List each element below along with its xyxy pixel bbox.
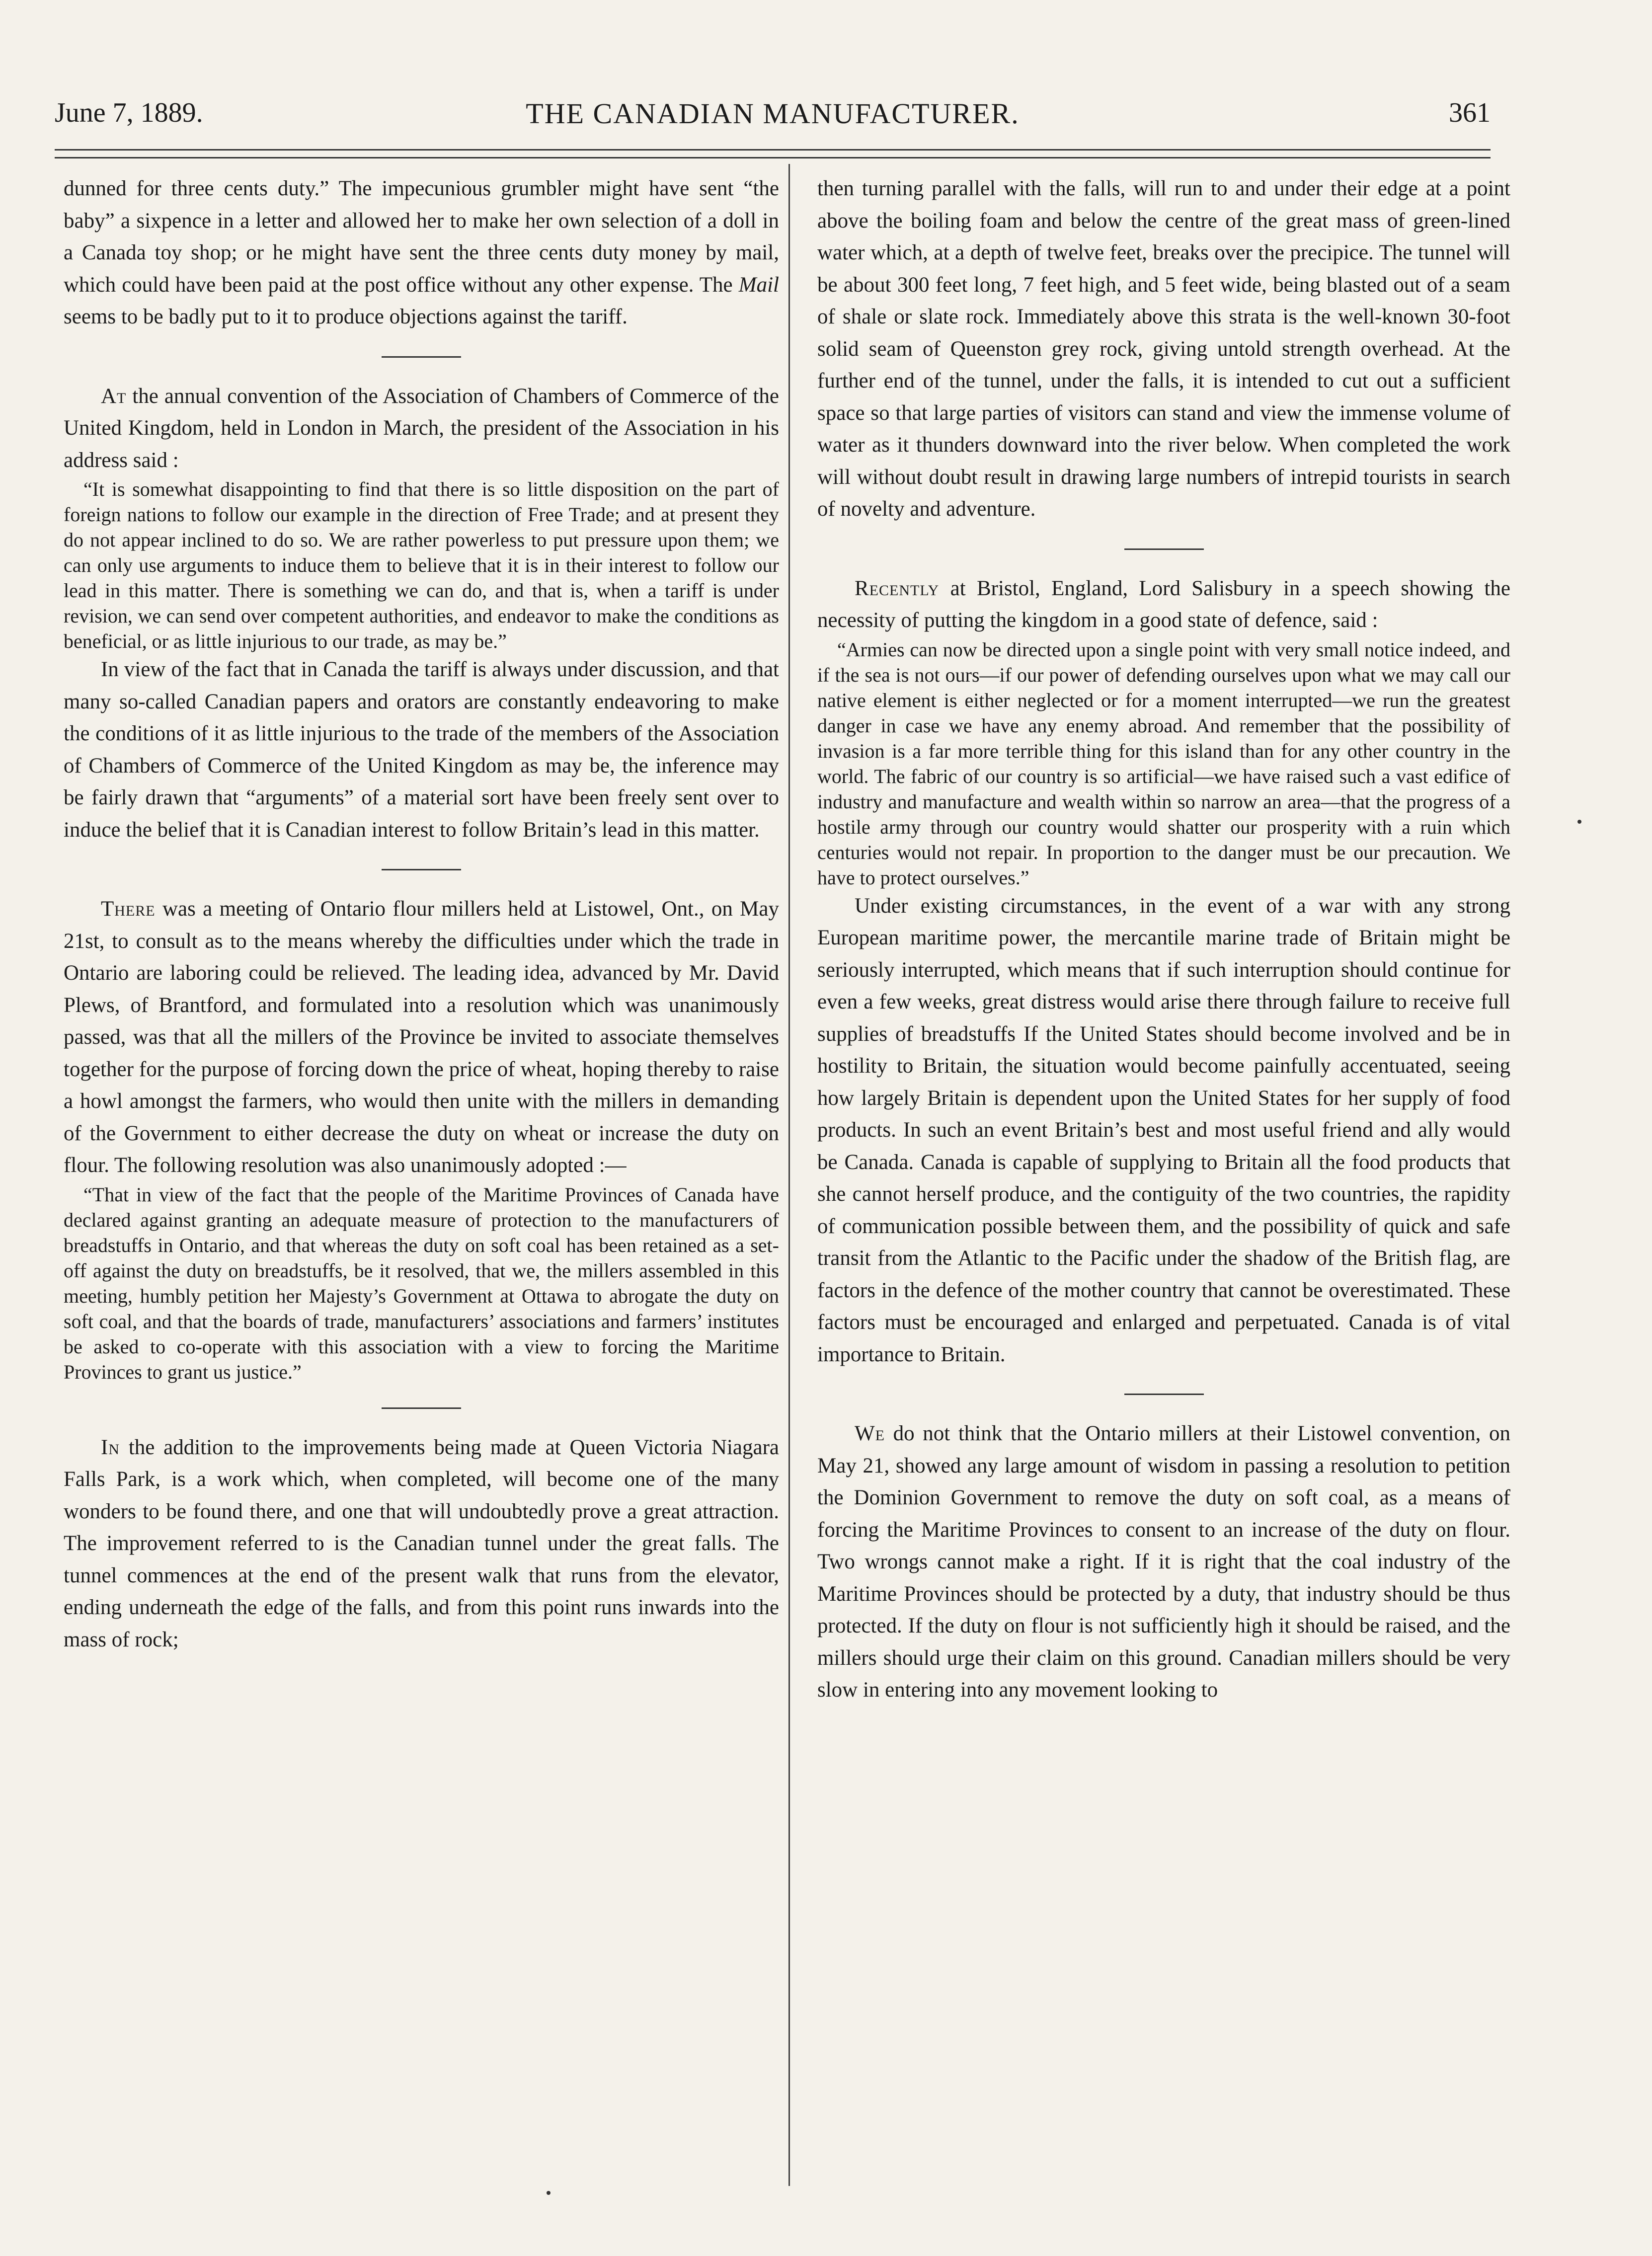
article-separator (1124, 548, 1204, 550)
print-speck (547, 2191, 551, 2195)
article-paragraph (817, 573, 1510, 637)
paragraph-text: seems to be badly put to it to produce objections against the tariff. (64, 305, 628, 328)
block-quote: “It is somewhat disappointing to find that there is so little disposition on the part of foreign nations to follow our example in the direction of Free Trade; and at present they do not appear inclined to do so. We are rather powerless to put pressure upon them; we can only use arguments to induce them to believe that it is in their interest to follow our lead in this matter. There is something we can do, and that is, when a tariff is under revision, we can send over competent authorities, and endeavor to make the conditions as beneficial, or as little injurious to our trade, as may be.” (64, 478, 779, 652)
article-lead-word: There (101, 897, 156, 921)
paragraph-text: at Bristol, England, Lord Salisbury in a speech showing the necessity of putting the kingdom in a good state of defence, said : (817, 576, 1510, 632)
right-column (817, 173, 1510, 1707)
page-number: 361 (1449, 97, 1491, 128)
paragraph-text: dunned for three cents duty.” The impecunious grumbler might have sent “the baby” a sixpence in a letter and allowed her to make her own selection of a doll in a Canada toy shop; or he might have sent the three cents duty money by mail, which could have been paid at the post office without any other expense. The (64, 177, 779, 297)
paragraph-text: the addition to the improvements being made at Queen Victoria Niagara Falls Park, is a work which, when completed, will become one of the many wonders to be found there, and one that will undoubtedly prove a great attraction. The improvement referred to is the Canadian tunnel under the great falls. The tunnel commences at the end of the present walk that runs from the elevator, ending underneath the edge of the falls, and from this point runs inwards into the mass of rock; (64, 1435, 779, 1651)
article-lead-word: Recently (855, 576, 940, 600)
paragraph-text: the annual convention of the Association of Chambers of Commerce of the United Kingdom, held in London in March, the president of the Association in his address said : (64, 384, 780, 472)
left-column (64, 173, 779, 1656)
article-paragraph: then turning parallel with the falls, will run to and under their edge at a point above the boiling foam and below the centre of the great mass of green-lined water which, at a depth of twelve feet, breaks over the precipice. The tunnel will be about 300 feet long, 7 feet high, and 5 feet wide, being blasted out of a seam of shale or slate rock. Immediately above this strata is the well-known 30-foot solid seam of Queenston grey rock, giving untold strength overhead. At the further end of the tunnel, under the falls, it is intended to cut out a sufficient space so that large parties of visitors can stand and view the immense volume of water as it thunders downward into the river below. When completed the work will without doubt result in drawing large numbers of intrepid tourists in search of novelty and adventure. (817, 177, 1510, 521)
article-paragraph (64, 173, 779, 333)
column-divider (788, 164, 790, 2186)
paragraph-text: was a meeting of Ontario flour millers held at Listowel, Ont., on May 21st, to consult as to the means whereby the difficulties under which the trade in Ontario are laboring could be relieved. The leading idea, advanced by Mr. David Plews, of Brantford, and formulated into a resolution which was unanimously passed, was that all the millers of the Province be invited to associate themselves together for the purpose of forcing down the price of wheat, hoping thereby to raise a howl amongst the farmers, who would then unite with the millers in demanding of the Government to either decrease the duty on wheat or increase the duty on flour. The following resolution was also unanimously adopted :— (64, 897, 780, 1177)
block-quote: “That in view of the fact that the people of the Maritime Provinces of Canada have declared against granting an adequate measure of protection to the manufacturers of breadstuffs in Ontario, and that whereas the duty on soft coal has been retained as a set-off against the duty on breadstuffs, be it resolved, that we, the millers assembled in this meeting, humbly petition her Majesty’s Government at Ottawa to abrogate the duty on soft coal, and that the boards of trade, manufacturers’ associations and farmers’ institutes be asked to co-operate with this association with a view to forcing the Maritime Provinces to grant us justice.” (64, 1183, 779, 1383)
article-separator (382, 1407, 461, 1409)
article-lead-word: We (855, 1422, 885, 1445)
print-speck (1577, 820, 1581, 824)
article-paragraph: Under existing circumstances, in the event of a war with any strong European maritime power, the mercantile marine trade of Britain might be seriously interrupted, which means that if such interruption should continue for even a few weeks, great distress would arise there through failure to receive full supplies of breadstuffs If the United States should become involved and be in hostility to Britain, the situation would become painfully accentuated, seeing how largely Britain is dependent upon the United States for her supply of food products. In such an event Britain’s best and most useful friend and ally would be Canada. Canada is capable of supplying to Britain all the food products that she cannot herself produce, and the contiguity of the two countries, the rapidity of communication possible between them, and the possibility of quick and safe transit from the Atlantic to the Pacific under the shadow of the British flag, are factors in the defence of the mother country that cannot be overestimated. These factors must be encouraged and enlarged and perpetuated. Canada is of vital importance to Britain. (817, 894, 1510, 1366)
article-paragraph (64, 381, 779, 477)
issue-date: June 7, 1889. (55, 97, 203, 128)
article-lead-word: In (101, 1435, 120, 1459)
article-paragraph (817, 1418, 1510, 1707)
block-quote: “Armies can now be directed upon a single point with very small notice indeed, and if the sea is not ours—if our power of defending ourselves upon what we may call our native element is either neglected or for a moment interrupted—we run the greatest danger in case we have any enemy abroad. And remember that the possibility of invasion is a far more terrible thing for this island than for any other country in the world. The fabric of our country is so artificial—we have raised such a vast edifice of industry and manufacture and wealth within so narrow an area—that the progress of a hostile army through our country would shatter our prosperity with a ruin which centuries would not repair. In proportion to the danger must be our precaution. We have to protect ourselves.” (817, 638, 1510, 889)
article-separator (1124, 1394, 1204, 1395)
italic-newspaper-name: Mail (738, 273, 779, 297)
article-paragraph (64, 1432, 779, 1656)
article-lead-word: At (101, 384, 127, 408)
header-rule-double (55, 157, 1491, 158)
article-separator (382, 356, 461, 358)
page-header (55, 97, 1491, 137)
publication-title: THE CANADIAN MANUFACTURER. (526, 97, 1020, 130)
article-separator (382, 869, 461, 870)
paragraph-text: do not think that the Ontario millers at their Listowel convention, on May 21, showed any large amount of wisdom in passing a resolution to petition the Dominion Government to remove the duty on soft coal, as a means of forcing the Maritime Provinces to consent to an increase of the duty on flour. Two wrongs cannot make a right. If it is right that the coal industry of the Maritime Provinces should be protected by a duty, that industry should be thus protected. If the duty on flour is not sufficiently high it should be raised, and the millers should urge their claim on this ground. Canadian millers should be very slow in entering into any movement looking to (817, 1422, 1510, 1702)
header-rule (55, 149, 1491, 151)
article-paragraph: In view of the fact that in Canada the tariff is always under discussion, and that many so-called Canadian papers and orators are constantly endeavoring to make the conditions of it as little injurious to the trade of the members of the Association of Chambers of Commerce of the United Kingdom as may be, the inference may be fairly drawn that “arguments” of a material sort have been freely sent over to induce the belief that it is Canadian interest to follow Britain’s lead in this matter. (64, 658, 779, 842)
article-paragraph (64, 893, 779, 1182)
